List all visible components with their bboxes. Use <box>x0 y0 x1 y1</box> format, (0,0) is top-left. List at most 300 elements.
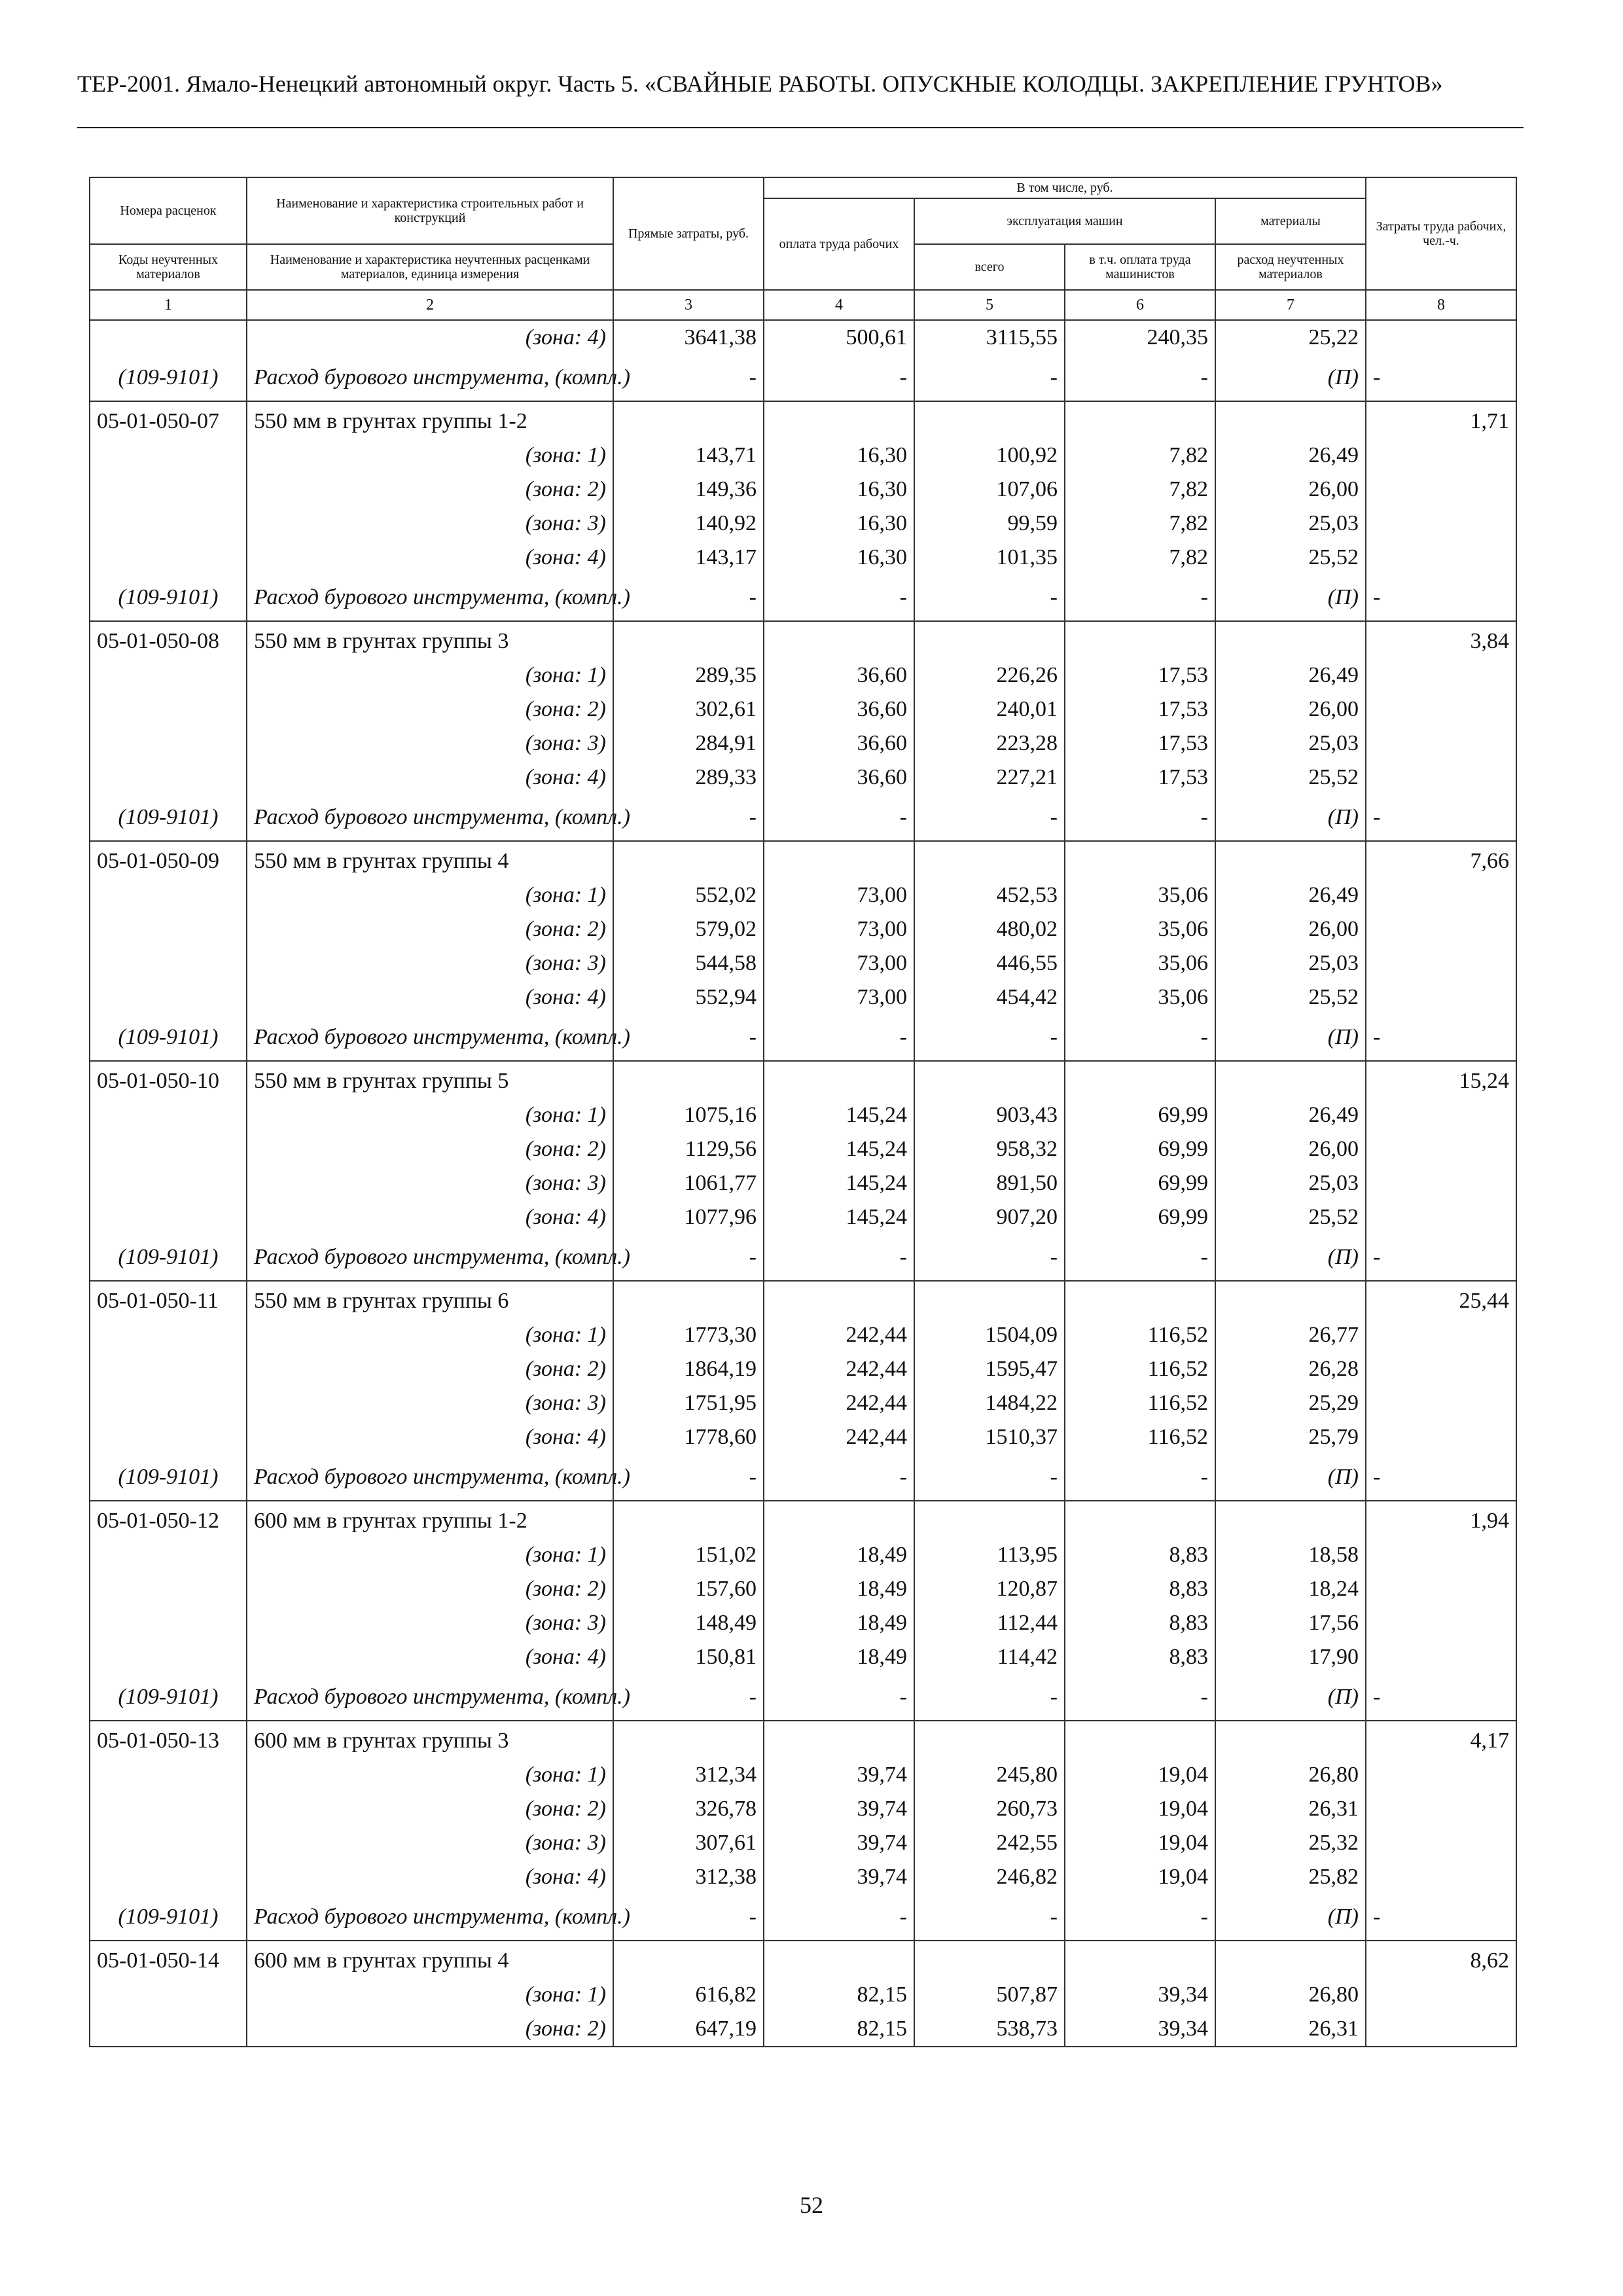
zone-label: (зона: 3) <box>247 726 613 761</box>
worker-pay-value: 73,00 <box>764 878 914 912</box>
empty-cell <box>1366 1352 1516 1386</box>
machinist-pay-value: 35,06 <box>1065 946 1215 980</box>
materials-value: 26,28 <box>1215 1352 1366 1386</box>
empty-cell <box>90 726 247 761</box>
empty-cell <box>1366 320 1516 355</box>
machinist-pay-value: 69,99 <box>1065 1200 1215 1234</box>
materials-value: 26,00 <box>1215 473 1366 507</box>
zone-label: (зона: 4) <box>247 541 613 575</box>
empty-cell <box>1366 1758 1516 1792</box>
materials-value: 25,03 <box>1215 1166 1366 1200</box>
machinist-pay-value: 116,52 <box>1065 1420 1215 1454</box>
worker-pay-value: 73,00 <box>764 980 914 1014</box>
machines-total-value: 120,87 <box>914 1572 1065 1606</box>
empty-cell <box>1366 726 1516 761</box>
machines-total-dash: - <box>914 575 1065 621</box>
empty-cell <box>1065 1941 1215 1978</box>
machines-total-value: 226,26 <box>914 658 1065 692</box>
empty-cell <box>1366 1200 1516 1234</box>
empty-cell <box>613 401 764 439</box>
zone-label: (зона: 3) <box>247 507 613 541</box>
header-machine-operation: эксплуатация машин <box>914 198 1215 244</box>
empty-cell <box>1366 1978 1516 2012</box>
empty-cell <box>613 621 764 658</box>
machines-total-value: 958,32 <box>914 1132 1065 1166</box>
resource-name: Расход бурового инструмента, (компл.) <box>247 355 613 401</box>
empty-cell <box>1065 1721 1215 1758</box>
empty-cell <box>764 1941 914 1978</box>
empty-cell <box>1065 1061 1215 1098</box>
zone-row <box>90 507 1516 541</box>
materials-value: 25,52 <box>1215 1200 1366 1234</box>
resource-code: (109-9101) <box>90 1234 247 1281</box>
zone-label: (зона: 2) <box>247 1352 613 1386</box>
empty-cell <box>1366 1386 1516 1420</box>
worker-pay-value: 16,30 <box>764 473 914 507</box>
machinist-pay-value: 7,82 <box>1065 541 1215 575</box>
header-work-name: Наименование и характеристика строительных работ и конструкций <box>247 177 613 244</box>
zone-label: (зона: 2) <box>247 2012 613 2047</box>
machinist-pay-value: 17,53 <box>1065 692 1215 726</box>
materials-value: 26,49 <box>1215 439 1366 473</box>
empty-cell <box>613 841 764 878</box>
empty-cell <box>613 1061 764 1098</box>
resource-code: (109-9101) <box>90 1894 247 1941</box>
machinist-pay-dash: - <box>1065 355 1215 401</box>
zone-label: (зона: 4) <box>247 1420 613 1454</box>
empty-cell <box>90 1640 247 1674</box>
labor-value: 1,71 <box>1366 401 1516 439</box>
direct-costs-value: 143,17 <box>613 541 764 575</box>
direct-costs-value: 1077,96 <box>613 1200 764 1234</box>
zone-row <box>90 1318 1516 1352</box>
empty-cell <box>90 1098 247 1132</box>
machines-total-value: 903,43 <box>914 1098 1065 1132</box>
materials-value: 26,77 <box>1215 1318 1366 1352</box>
empty-cell <box>914 1061 1065 1098</box>
direct-costs-value: 616,82 <box>613 1978 764 2012</box>
zone-row <box>90 1640 1516 1674</box>
zone-label: (зона: 1) <box>247 439 613 473</box>
empty-cell <box>764 401 914 439</box>
rate-entry-row <box>90 401 1516 439</box>
machines-total-value: 1595,47 <box>914 1352 1065 1386</box>
header-worker-pay: оплата труда рабочих <box>764 198 914 290</box>
rate-name: 550 мм в грунтах группы 4 <box>247 841 613 878</box>
machines-total-value: 113,95 <box>914 1538 1065 1572</box>
machinist-pay-value: 39,34 <box>1065 1978 1215 2012</box>
worker-pay-dash: - <box>764 575 914 621</box>
empty-cell <box>764 621 914 658</box>
materials-value: 25,22 <box>1215 320 1366 355</box>
worker-pay-value: 242,44 <box>764 1352 914 1386</box>
empty-cell <box>90 1166 247 1200</box>
labor-dash: - <box>1366 795 1516 841</box>
machinist-pay-dash: - <box>1065 575 1215 621</box>
direct-costs-dash: - <box>613 1014 764 1061</box>
resource-name: Расход бурового инструмента, (компл.) <box>247 1894 613 1941</box>
machines-total-value: 1510,37 <box>914 1420 1065 1454</box>
materials-value: 25,82 <box>1215 1860 1366 1894</box>
empty-cell <box>90 1538 247 1572</box>
empty-cell <box>90 473 247 507</box>
header-material-names: Наименование и характеристика неучтенных расценками материалов, единица измерения <box>247 244 613 290</box>
worker-pay-value: 36,60 <box>764 726 914 761</box>
column-number: 2 <box>247 290 613 320</box>
zone-row <box>90 1978 1516 2012</box>
rate-name: 550 мм в грунтах группы 6 <box>247 1281 613 1318</box>
empty-cell <box>914 401 1065 439</box>
rate-entry-row <box>90 1941 1516 1978</box>
empty-cell <box>1366 1132 1516 1166</box>
empty-cell <box>90 439 247 473</box>
direct-costs-value: 1751,95 <box>613 1386 764 1420</box>
labor-value: 25,44 <box>1366 1281 1516 1318</box>
column-number: 1 <box>90 290 247 320</box>
materials-value: 26,49 <box>1215 878 1366 912</box>
worker-pay-dash: - <box>764 1674 914 1721</box>
machinist-pay-value: 8,83 <box>1065 1572 1215 1606</box>
worker-pay-value: 39,74 <box>764 1826 914 1860</box>
resource-row <box>90 1454 1516 1501</box>
worker-pay-value: 36,60 <box>764 761 914 795</box>
direct-costs-value: 140,92 <box>613 507 764 541</box>
labor-dash: - <box>1366 1894 1516 1941</box>
zone-row <box>90 541 1516 575</box>
empty-cell <box>1366 1606 1516 1640</box>
materials-value: 25,03 <box>1215 507 1366 541</box>
empty-cell <box>613 1281 764 1318</box>
materials-value: 18,58 <box>1215 1538 1366 1572</box>
direct-costs-value: 143,71 <box>613 439 764 473</box>
direct-costs-value: 148,49 <box>613 1606 764 1640</box>
table-header <box>90 177 1516 320</box>
worker-pay-value: 36,60 <box>764 658 914 692</box>
machinist-pay-value: 7,82 <box>1065 439 1215 473</box>
zone-row <box>90 946 1516 980</box>
worker-pay-value: 16,30 <box>764 439 914 473</box>
zone-row <box>90 1758 1516 1792</box>
machinist-pay-value: 17,53 <box>1065 658 1215 692</box>
empty-cell <box>90 2012 247 2047</box>
labor-value: 3,84 <box>1366 621 1516 658</box>
zone-row <box>90 1132 1516 1166</box>
machines-total-value: 223,28 <box>914 726 1065 761</box>
worker-pay-dash: - <box>764 795 914 841</box>
zone-label: (зона: 1) <box>247 1538 613 1572</box>
resource-unit: (П) <box>1215 1234 1366 1281</box>
machinist-pay-value: 35,06 <box>1065 878 1215 912</box>
empty-cell <box>1366 541 1516 575</box>
worker-pay-value: 145,24 <box>764 1200 914 1234</box>
empty-cell <box>1215 1501 1366 1538</box>
zone-row <box>90 761 1516 795</box>
materials-value: 25,03 <box>1215 726 1366 761</box>
empty-cell <box>90 1420 247 1454</box>
rate-entry-row <box>90 841 1516 878</box>
direct-costs-value: 312,38 <box>613 1860 764 1894</box>
empty-cell <box>914 621 1065 658</box>
machinist-pay-value: 19,04 <box>1065 1826 1215 1860</box>
worker-pay-dash: - <box>764 355 914 401</box>
machinist-pay-value: 35,06 <box>1065 912 1215 946</box>
resource-unit: (П) <box>1215 575 1366 621</box>
direct-costs-dash: - <box>613 795 764 841</box>
resource-name: Расход бурового инструмента, (компл.) <box>247 1014 613 1061</box>
worker-pay-value: 145,24 <box>764 1132 914 1166</box>
zone-row <box>90 1860 1516 1894</box>
materials-value: 26,00 <box>1215 692 1366 726</box>
empty-cell <box>90 320 247 355</box>
direct-costs-value: 647,19 <box>613 2012 764 2047</box>
empty-cell <box>764 1281 914 1318</box>
empty-cell <box>613 1721 764 1758</box>
resource-unit: (П) <box>1215 1894 1366 1941</box>
zone-label: (зона: 4) <box>247 1200 613 1234</box>
empty-cell <box>914 841 1065 878</box>
resource-row <box>90 355 1516 401</box>
labor-dash: - <box>1366 355 1516 401</box>
zone-row <box>90 1538 1516 1572</box>
empty-cell <box>1366 1318 1516 1352</box>
direct-costs-value: 552,94 <box>613 980 764 1014</box>
materials-value: 25,52 <box>1215 980 1366 1014</box>
materials-value: 25,52 <box>1215 541 1366 575</box>
column-number: 8 <box>1366 290 1516 320</box>
zone-label: (зона: 4) <box>247 320 613 355</box>
column-number: 6 <box>1065 290 1215 320</box>
empty-cell <box>1065 1281 1215 1318</box>
zone-label: (зона: 2) <box>247 1132 613 1166</box>
zone-label: (зона: 3) <box>247 1826 613 1860</box>
resource-row <box>90 795 1516 841</box>
empty-cell <box>90 946 247 980</box>
worker-pay-value: 16,30 <box>764 507 914 541</box>
zone-row <box>90 1352 1516 1386</box>
zone-label: (зона: 2) <box>247 473 613 507</box>
empty-cell <box>1215 401 1366 439</box>
zone-row <box>90 1792 1516 1826</box>
materials-value: 25,32 <box>1215 1826 1366 1860</box>
empty-cell <box>90 1978 247 2012</box>
direct-costs-value: 302,61 <box>613 692 764 726</box>
empty-cell <box>1366 1098 1516 1132</box>
materials-value: 26,00 <box>1215 912 1366 946</box>
worker-pay-value: 73,00 <box>764 946 914 980</box>
labor-value: 7,66 <box>1366 841 1516 878</box>
direct-costs-value: 284,91 <box>613 726 764 761</box>
zone-label: (зона: 2) <box>247 692 613 726</box>
machines-total-value: 1504,09 <box>914 1318 1065 1352</box>
resource-row <box>90 1674 1516 1721</box>
machinist-pay-value: 69,99 <box>1065 1132 1215 1166</box>
resource-code: (109-9101) <box>90 795 247 841</box>
empty-cell <box>1366 946 1516 980</box>
zone-row <box>90 726 1516 761</box>
column-number: 4 <box>764 290 914 320</box>
zone-row <box>90 1166 1516 1200</box>
machines-total-value: 107,06 <box>914 473 1065 507</box>
zone-row <box>90 878 1516 912</box>
direct-costs-value: 149,36 <box>613 473 764 507</box>
machines-total-value: 112,44 <box>914 1606 1065 1640</box>
worker-pay-value: 242,44 <box>764 1318 914 1352</box>
resource-name: Расход бурового инструмента, (компл.) <box>247 1674 613 1721</box>
machines-total-dash: - <box>914 1454 1065 1501</box>
machines-total-dash: - <box>914 1674 1065 1721</box>
empty-cell <box>914 1721 1065 1758</box>
empty-cell <box>1215 621 1366 658</box>
machinist-pay-value: 116,52 <box>1065 1352 1215 1386</box>
resource-code: (109-9101) <box>90 355 247 401</box>
resource-row <box>90 1894 1516 1941</box>
direct-costs-value: 289,35 <box>613 658 764 692</box>
zone-row <box>90 1098 1516 1132</box>
rate-code: 05-01-050-07 <box>90 401 247 439</box>
resource-code: (109-9101) <box>90 1674 247 1721</box>
header-material-codes: Коды неучтенных материалов <box>90 244 247 290</box>
labor-value: 15,24 <box>1366 1061 1516 1098</box>
worker-pay-value: 18,49 <box>764 1606 914 1640</box>
zone-label: (зона: 2) <box>247 912 613 946</box>
rate-code: 05-01-050-11 <box>90 1281 247 1318</box>
worker-pay-value: 39,74 <box>764 1792 914 1826</box>
worker-pay-value: 242,44 <box>764 1386 914 1420</box>
zone-label: (зона: 3) <box>247 946 613 980</box>
empty-cell <box>1215 1281 1366 1318</box>
column-number: 5 <box>914 290 1065 320</box>
resource-row <box>90 1234 1516 1281</box>
materials-value: 18,24 <box>1215 1572 1366 1606</box>
machines-total-value: 100,92 <box>914 439 1065 473</box>
machines-total-value: 240,01 <box>914 692 1065 726</box>
resource-code: (109-9101) <box>90 1014 247 1061</box>
direct-costs-value: 552,02 <box>613 878 764 912</box>
header-rate-numbers: Номера расценок <box>90 177 247 244</box>
empty-cell <box>90 980 247 1014</box>
machines-total-value: 480,02 <box>914 912 1065 946</box>
direct-costs-value: 307,61 <box>613 1826 764 1860</box>
machines-total-value: 891,50 <box>914 1166 1065 1200</box>
empty-cell <box>1366 2012 1516 2047</box>
worker-pay-value: 18,49 <box>764 1640 914 1674</box>
zone-label: (зона: 4) <box>247 761 613 795</box>
rate-name: 550 мм в грунтах группы 5 <box>247 1061 613 1098</box>
empty-cell <box>1366 1826 1516 1860</box>
empty-cell <box>1366 1792 1516 1826</box>
zone-label: (зона: 2) <box>247 1572 613 1606</box>
zone-label: (зона: 3) <box>247 1606 613 1640</box>
materials-value: 25,79 <box>1215 1420 1366 1454</box>
machinist-pay-value: 39,34 <box>1065 2012 1215 2047</box>
resource-unit: (П) <box>1215 355 1366 401</box>
worker-pay-value: 145,24 <box>764 1166 914 1200</box>
machinist-pay-value: 240,35 <box>1065 320 1215 355</box>
machinist-pay-dash: - <box>1065 795 1215 841</box>
machines-total-dash: - <box>914 1014 1065 1061</box>
empty-cell <box>90 1386 247 1420</box>
machines-total-value: 242,55 <box>914 1826 1065 1860</box>
resource-code: (109-9101) <box>90 1454 247 1501</box>
worker-pay-value: 82,15 <box>764 2012 914 2047</box>
empty-cell <box>90 912 247 946</box>
machinist-pay-dash: - <box>1065 1014 1215 1061</box>
empty-cell <box>90 1352 247 1386</box>
empty-cell <box>1366 912 1516 946</box>
zone-label: (зона: 1) <box>247 878 613 912</box>
header-direct-costs: Прямые затраты, руб. <box>613 177 764 290</box>
header-machinist-pay: в т.ч. оплата труда машинистов <box>1065 244 1215 290</box>
empty-cell <box>1065 621 1215 658</box>
zone-label: (зона: 2) <box>247 1792 613 1826</box>
direct-costs-value: 150,81 <box>613 1640 764 1674</box>
zone-label: (зона: 1) <box>247 1978 613 2012</box>
resource-unit: (П) <box>1215 1674 1366 1721</box>
empty-cell <box>90 1758 247 1792</box>
empty-cell <box>764 841 914 878</box>
zone-label: (зона: 1) <box>247 1758 613 1792</box>
empty-cell <box>90 1572 247 1606</box>
empty-cell <box>90 1792 247 1826</box>
machines-total-value: 446,55 <box>914 946 1065 980</box>
zone-row <box>90 1572 1516 1606</box>
empty-cell <box>764 1721 914 1758</box>
empty-cell <box>1065 841 1215 878</box>
machinist-pay-value: 35,06 <box>1065 980 1215 1014</box>
header-labor-costs: Затраты труда рабочих, чел.-ч. <box>1366 177 1516 290</box>
empty-cell <box>90 658 247 692</box>
rate-code: 05-01-050-09 <box>90 841 247 878</box>
materials-value: 17,56 <box>1215 1606 1366 1640</box>
empty-cell <box>1366 1538 1516 1572</box>
direct-costs-dash: - <box>613 575 764 621</box>
empty-cell <box>1215 1941 1366 1978</box>
worker-pay-value: 82,15 <box>764 1978 914 2012</box>
resource-name: Расход бурового инструмента, (компл.) <box>247 1454 613 1501</box>
machines-total-value: 245,80 <box>914 1758 1065 1792</box>
machines-total-value: 114,42 <box>914 1640 1065 1674</box>
empty-cell <box>914 1281 1065 1318</box>
labor-dash: - <box>1366 575 1516 621</box>
empty-cell <box>1366 473 1516 507</box>
zone-row <box>90 1606 1516 1640</box>
rate-code: 05-01-050-14 <box>90 1941 247 1978</box>
worker-pay-value: 73,00 <box>764 912 914 946</box>
direct-costs-value: 544,58 <box>613 946 764 980</box>
labor-value: 1,94 <box>1366 1501 1516 1538</box>
resource-code: (109-9101) <box>90 575 247 621</box>
direct-costs-value: 1075,16 <box>613 1098 764 1132</box>
machines-total-value: 538,73 <box>914 2012 1065 2047</box>
empty-cell <box>1366 658 1516 692</box>
worker-pay-value: 18,49 <box>764 1538 914 1572</box>
worker-pay-value: 36,60 <box>764 692 914 726</box>
column-number: 3 <box>613 290 764 320</box>
empty-cell <box>764 1501 914 1538</box>
rate-name: 550 мм в грунтах группы 3 <box>247 621 613 658</box>
table-body <box>90 320 1516 2047</box>
machines-total-value: 246,82 <box>914 1860 1065 1894</box>
empty-cell <box>1366 439 1516 473</box>
zone-row <box>90 658 1516 692</box>
resource-name: Расход бурового инструмента, (компл.) <box>247 795 613 841</box>
empty-cell <box>1366 1166 1516 1200</box>
materials-value: 26,49 <box>1215 1098 1366 1132</box>
worker-pay-value: 39,74 <box>764 1758 914 1792</box>
materials-value: 26,00 <box>1215 1132 1366 1166</box>
rate-entry-row <box>90 1721 1516 1758</box>
labor-dash: - <box>1366 1454 1516 1501</box>
